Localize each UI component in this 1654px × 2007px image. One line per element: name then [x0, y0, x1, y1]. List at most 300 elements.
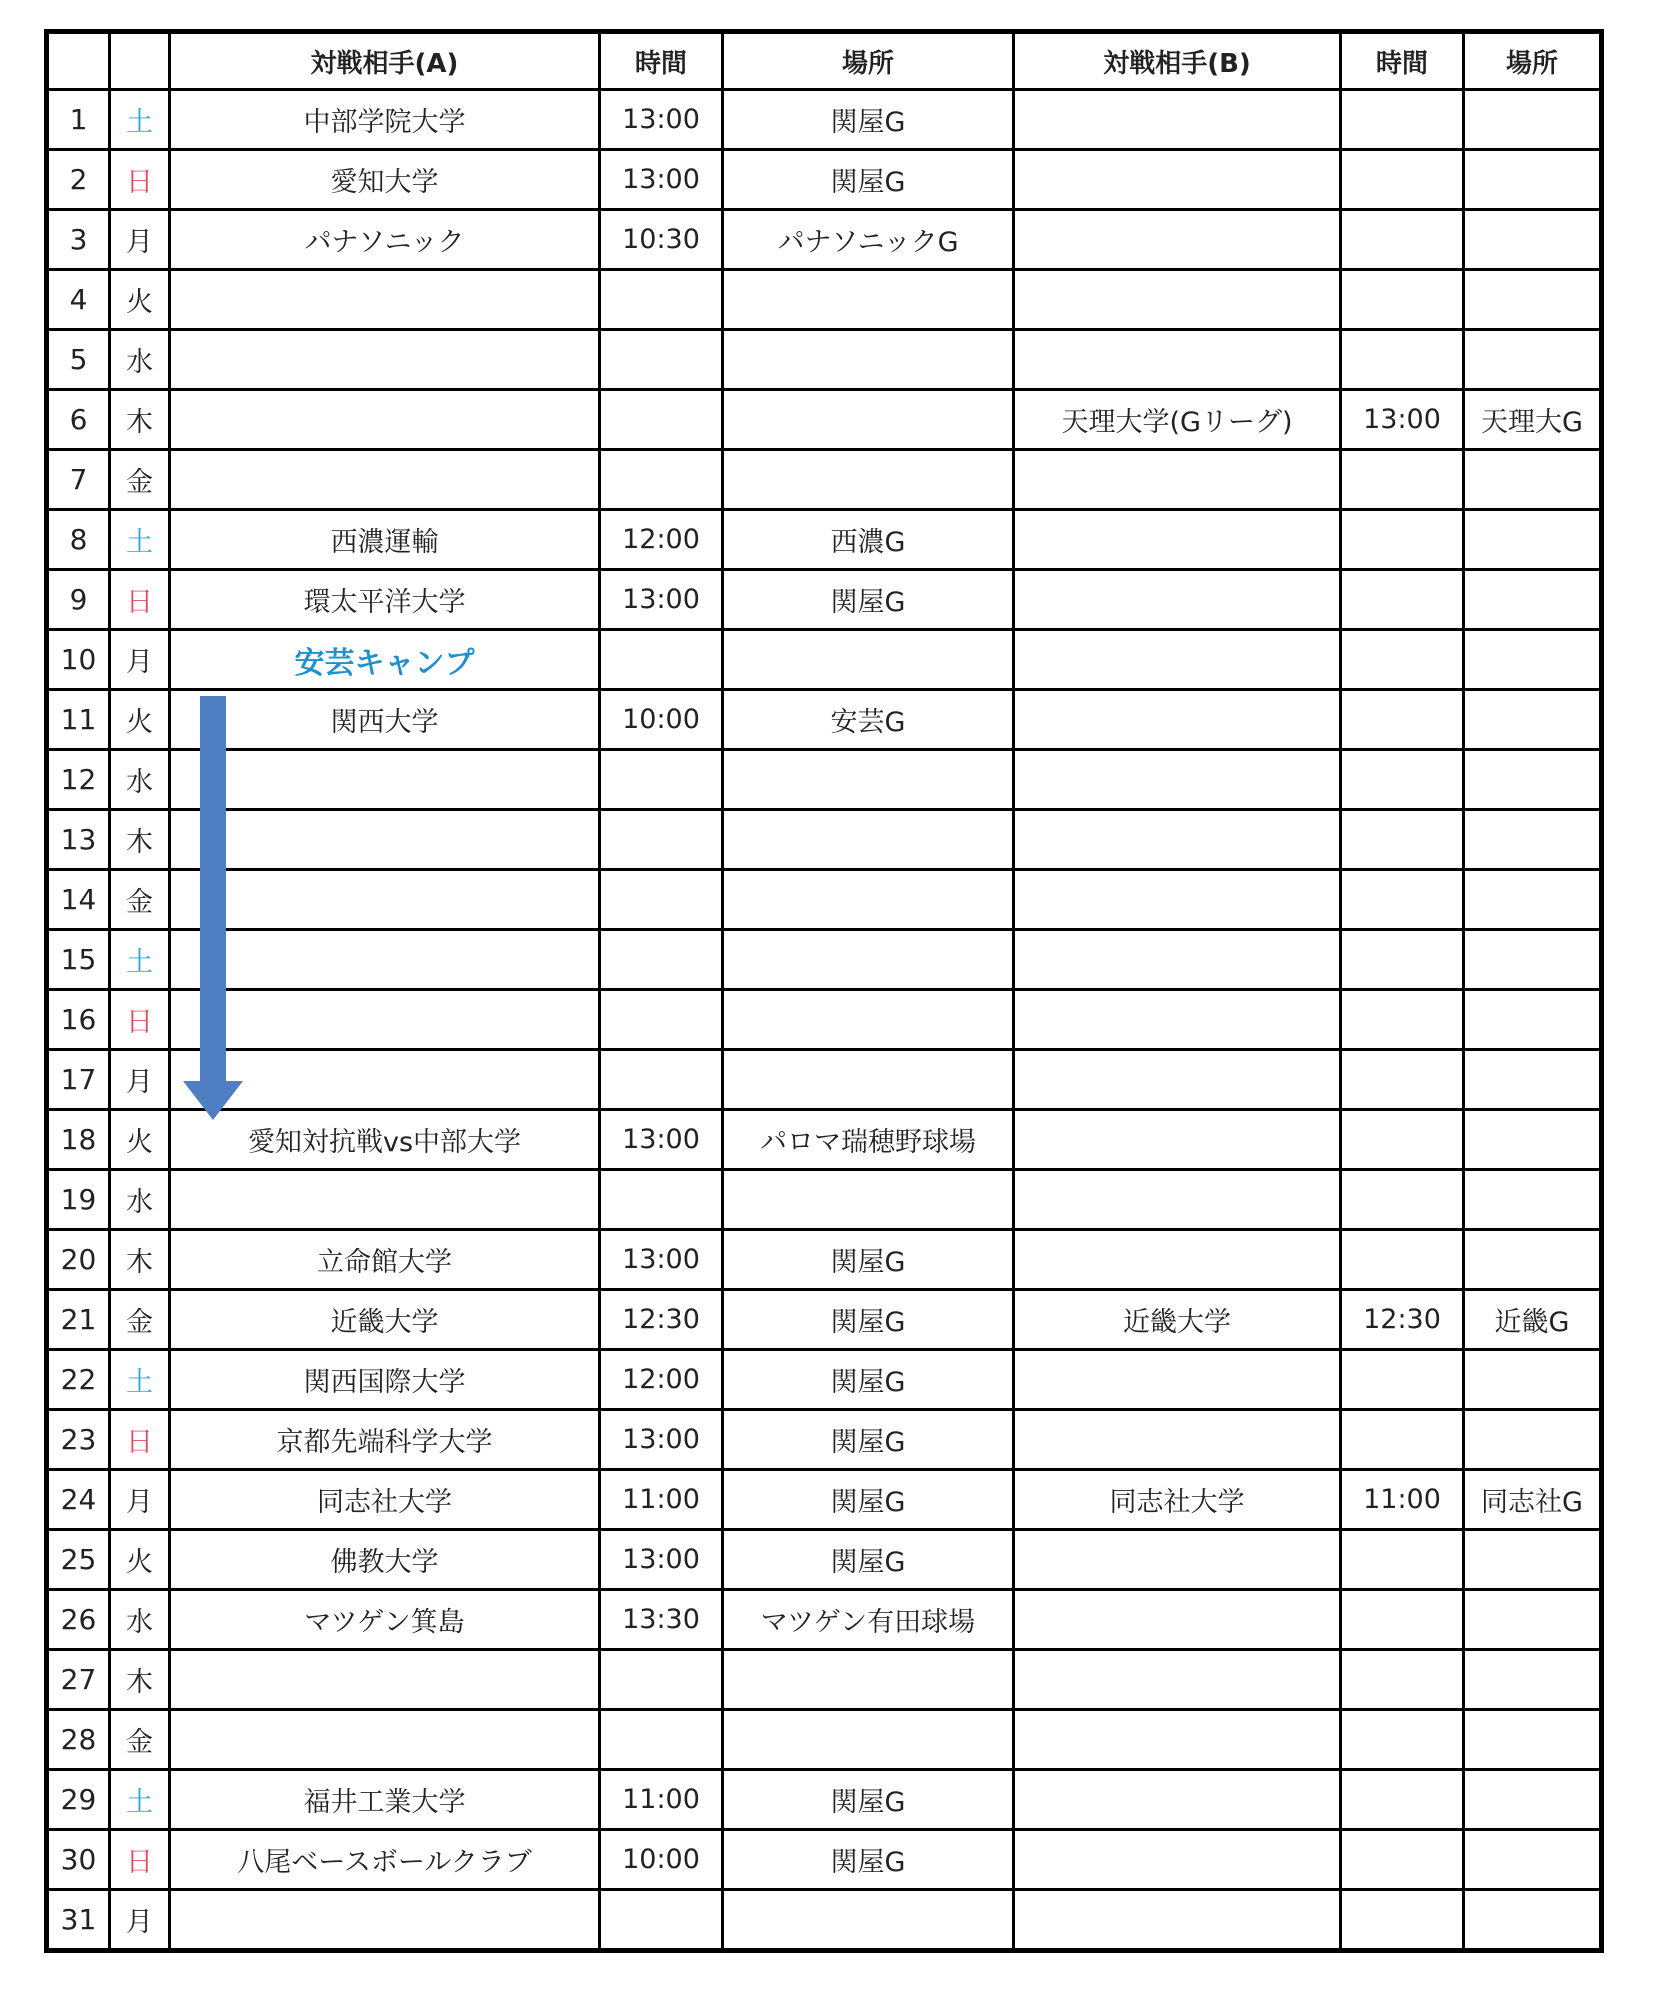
table-row	[47, 990, 1602, 1050]
table-row	[47, 1170, 1602, 1230]
day-number: 4	[69, 283, 88, 316]
opponent-b-cell	[1014, 810, 1341, 870]
table-row	[47, 1710, 1602, 1770]
table-row	[47, 810, 1602, 870]
day-number-cell	[47, 90, 110, 150]
weekday: 木	[126, 1247, 153, 1278]
place-b-cell	[1464, 1410, 1602, 1470]
time-b-cell	[1341, 990, 1464, 1050]
opponent-a: 西濃運輸	[330, 527, 439, 558]
place-b-cell	[1464, 1710, 1602, 1770]
place-a-cell	[723, 870, 1014, 930]
time-b-cell	[1341, 1890, 1464, 1951]
time-a: 12:30	[622, 1304, 700, 1335]
day-number-cell	[47, 270, 110, 330]
day-number: 5	[69, 343, 88, 376]
time-b-cell	[1341, 210, 1464, 270]
table-row	[47, 690, 1602, 750]
weekday: 月	[126, 227, 153, 258]
time-a: 11:00	[622, 1484, 700, 1515]
day-number-cell	[47, 1710, 110, 1770]
header-time-a: 時間	[600, 32, 723, 90]
opponent-a: 愛知大学	[330, 167, 439, 198]
opponent-b-cell	[1014, 1650, 1341, 1710]
opponent-a-cell	[170, 1890, 600, 1951]
weekday: 木	[126, 1667, 153, 1698]
day-number: 25	[60, 1543, 97, 1576]
day-number-cell	[47, 390, 110, 450]
day-number: 22	[60, 1363, 97, 1396]
place-b-cell	[1464, 1170, 1602, 1230]
time-b-cell	[1341, 1410, 1464, 1470]
weekday-cell	[110, 1410, 170, 1470]
time-a: 13:00	[622, 1544, 700, 1575]
day-number-cell	[47, 1170, 110, 1230]
place-b: 同志社G	[1481, 1487, 1583, 1518]
weekday: 木	[126, 407, 153, 438]
opponent-b-cell	[1014, 1350, 1341, 1410]
place-b-cell	[1464, 1110, 1602, 1170]
opponent-a-cell	[170, 1290, 600, 1350]
weekday-cell	[110, 1830, 170, 1890]
weekday-cell	[110, 1170, 170, 1230]
time-a: 13:00	[622, 104, 700, 135]
place-a: 関屋G	[830, 1847, 906, 1878]
weekday-cell	[110, 1530, 170, 1590]
weekday: 土	[126, 107, 153, 138]
place-a-cell	[723, 1710, 1014, 1770]
place-a-cell	[723, 510, 1014, 570]
day-number-cell	[47, 1290, 110, 1350]
time-a: 12:00	[622, 524, 700, 555]
opponent-a-cell	[170, 1170, 600, 1230]
time-b-cell	[1341, 1290, 1464, 1350]
weekday: 水	[126, 1607, 153, 1638]
day-number-cell	[47, 1590, 110, 1650]
place-b-cell	[1464, 150, 1602, 210]
weekday: 日	[126, 587, 153, 618]
time-b-cell	[1341, 1590, 1464, 1650]
place-a-cell	[723, 990, 1014, 1050]
weekday-cell	[110, 1290, 170, 1350]
opponent-a: 愛知対抗戦vs中部大学	[247, 1127, 522, 1158]
weekday: 月	[126, 1907, 153, 1938]
opponent-a: 佛教大学	[330, 1547, 439, 1578]
opponent-a-cell	[170, 1770, 600, 1830]
weekday: 月	[126, 647, 153, 678]
weekday-cell	[110, 330, 170, 390]
time-a-cell	[600, 510, 723, 570]
place-a: マツゲン有田球場	[760, 1607, 976, 1638]
table-row	[47, 450, 1602, 510]
table-row	[47, 210, 1602, 270]
place-b-cell	[1464, 210, 1602, 270]
place-a-cell	[723, 1230, 1014, 1290]
weekday: 日	[126, 1007, 153, 1038]
place-a-cell	[723, 1170, 1014, 1230]
opponent-a-cell	[170, 1530, 600, 1590]
opponent-b-cell	[1014, 630, 1341, 690]
day-number: 31	[60, 1903, 97, 1936]
time-a: 13:30	[622, 1604, 700, 1635]
opponent-b-cell	[1014, 570, 1341, 630]
table-row	[47, 1470, 1602, 1530]
time-b-cell	[1341, 90, 1464, 150]
header-weekday	[110, 32, 170, 90]
weekday: 土	[126, 1367, 153, 1398]
day-number: 2	[69, 163, 88, 196]
time-a-cell	[600, 750, 723, 810]
day-number-cell	[47, 1470, 110, 1530]
place-b-cell	[1464, 810, 1602, 870]
place-b-cell	[1464, 510, 1602, 570]
place-a-cell	[723, 330, 1014, 390]
place-a-cell	[723, 1050, 1014, 1110]
place-b-cell	[1464, 1590, 1602, 1650]
day-number: 1	[69, 103, 88, 136]
place-b-cell	[1464, 1530, 1602, 1590]
table-row	[47, 930, 1602, 990]
opponent-a-cell	[170, 1350, 600, 1410]
opponent-a: 同志社大学	[317, 1487, 452, 1518]
place-b: 近畿G	[1494, 1307, 1570, 1338]
weekday-cell	[110, 1590, 170, 1650]
table-row	[47, 750, 1602, 810]
day-number: 28	[60, 1723, 97, 1756]
weekday: 火	[126, 1127, 153, 1158]
time-a-cell	[600, 990, 723, 1050]
opponent-a-cell	[170, 450, 600, 510]
weekday-cell	[110, 390, 170, 450]
opponent-a-cell	[170, 1470, 600, 1530]
opponent-b: 近畿大学	[1123, 1307, 1231, 1338]
opponent-b-cell	[1014, 930, 1341, 990]
time-b-cell	[1341, 450, 1464, 510]
place-b-cell	[1464, 1230, 1602, 1290]
day-number-cell	[47, 990, 110, 1050]
time-b-cell	[1341, 1470, 1464, 1530]
table-row	[47, 1410, 1602, 1470]
place-a-cell	[723, 270, 1014, 330]
time-b-cell	[1341, 1230, 1464, 1290]
time-a-cell	[600, 270, 723, 330]
place-a-cell	[723, 930, 1014, 990]
weekday: 金	[126, 1307, 153, 1338]
weekday-cell	[110, 1350, 170, 1410]
place-b-cell	[1464, 1890, 1602, 1951]
day-number: 14	[60, 883, 97, 916]
place-b-cell	[1464, 1470, 1602, 1530]
time-a-cell	[600, 870, 723, 930]
table-row	[47, 1230, 1602, 1290]
opponent-a-cell	[170, 330, 600, 390]
place-a-cell	[723, 1830, 1014, 1890]
opponent-a: 立命館大学	[317, 1247, 452, 1278]
day-number-cell	[47, 210, 110, 270]
weekday: 金	[126, 467, 153, 498]
day-number-cell	[47, 1410, 110, 1470]
place-a-cell	[723, 1770, 1014, 1830]
weekday: 木	[126, 827, 153, 858]
opponent-a: 京都先端科学大学	[276, 1427, 493, 1458]
weekday-cell	[110, 810, 170, 870]
opponent-a: パナソニック	[304, 227, 465, 258]
day-number-cell	[47, 810, 110, 870]
time-a-cell	[600, 1110, 723, 1170]
header-time-b: 時間	[1341, 32, 1464, 90]
place-b-cell	[1464, 1770, 1602, 1830]
place-a-cell	[723, 1350, 1014, 1410]
table-row	[47, 570, 1602, 630]
time-a-cell	[600, 1470, 723, 1530]
opponent-a: マツゲン箕島	[304, 1607, 465, 1638]
time-a-cell	[600, 90, 723, 150]
place-a: 安芸G	[830, 707, 906, 738]
day-number-cell	[47, 630, 110, 690]
place-b-cell	[1464, 870, 1602, 930]
opponent-b-cell	[1014, 1050, 1341, 1110]
time-b-cell	[1341, 810, 1464, 870]
table-row	[47, 1110, 1602, 1170]
place-a-cell	[723, 570, 1014, 630]
place-b-cell	[1464, 1650, 1602, 1710]
opponent-b: 天理大学(Gリーグ)	[1061, 407, 1293, 438]
time-b-cell	[1341, 630, 1464, 690]
time-a-cell	[600, 1290, 723, 1350]
time-a-cell	[600, 210, 723, 270]
day-number-cell	[47, 1530, 110, 1590]
day-number-cell	[47, 1830, 110, 1890]
opponent-a: 中部学院大学	[303, 107, 466, 138]
place-b-cell	[1464, 990, 1602, 1050]
place-a-cell	[723, 150, 1014, 210]
place-a: 関屋G	[830, 1367, 906, 1398]
time-a-cell	[600, 1890, 723, 1951]
weekday: 日	[126, 1847, 153, 1878]
weekday: 金	[126, 1727, 153, 1758]
time-a-cell	[600, 1590, 723, 1650]
weekday-cell	[110, 1050, 170, 1110]
day-number-cell	[47, 570, 110, 630]
weekday: 日	[126, 1427, 153, 1458]
day-number: 20	[60, 1243, 97, 1276]
time-a: 13:00	[622, 164, 700, 195]
weekday: 火	[126, 707, 153, 738]
time-a: 11:00	[622, 1784, 700, 1815]
time-b-cell	[1341, 1710, 1464, 1770]
opponent-a-cell	[170, 510, 600, 570]
day-number-cell	[47, 510, 110, 570]
place-a-cell	[723, 1890, 1014, 1951]
weekday-cell	[110, 1110, 170, 1170]
place-a-cell	[723, 1590, 1014, 1650]
day-number: 9	[69, 583, 88, 616]
place-b-cell	[1464, 90, 1602, 150]
weekday-cell	[110, 1710, 170, 1770]
day-number-cell	[47, 150, 110, 210]
time-b-cell	[1341, 1530, 1464, 1590]
weekday-cell	[110, 1890, 170, 1951]
place-a: 関屋G	[830, 1247, 906, 1278]
weekday-cell	[110, 870, 170, 930]
day-number: 16	[60, 1003, 97, 1036]
time-a-cell	[600, 1770, 723, 1830]
time-a-cell	[600, 930, 723, 990]
opponent-b-cell	[1014, 1470, 1341, 1530]
place-a: 関屋G	[830, 1487, 906, 1518]
place-a: 関屋G	[830, 1547, 906, 1578]
table-row	[47, 1650, 1602, 1710]
opponent-b-cell	[1014, 1770, 1341, 1830]
camp-label: 安芸キャンプ	[294, 645, 475, 681]
place-b-cell	[1464, 1050, 1602, 1110]
time-b-cell	[1341, 1770, 1464, 1830]
place-a: 関屋G	[830, 587, 906, 618]
place-b-cell	[1464, 930, 1602, 990]
time-a-cell	[600, 1650, 723, 1710]
schedule-body	[47, 90, 1602, 1951]
opponent-a-cell	[170, 1230, 600, 1290]
opponent-b-cell	[1014, 1590, 1341, 1650]
header-day	[47, 32, 110, 90]
weekday-cell	[110, 570, 170, 630]
place-b-cell	[1464, 1290, 1602, 1350]
day-number: 11	[60, 703, 97, 736]
weekday: 火	[126, 287, 153, 318]
day-number: 27	[60, 1663, 97, 1696]
schedule-table	[44, 29, 1604, 1953]
day-number-cell	[47, 1650, 110, 1710]
opponent-b-cell	[1014, 510, 1341, 570]
place-b-cell	[1464, 630, 1602, 690]
weekday-cell	[110, 930, 170, 990]
table-row	[47, 90, 1602, 150]
day-number-cell	[47, 750, 110, 810]
place-a-cell	[723, 1410, 1014, 1470]
opponent-a-cell	[170, 570, 600, 630]
place-a-cell	[723, 630, 1014, 690]
day-number-cell	[47, 1110, 110, 1170]
table-row	[47, 1890, 1602, 1951]
time-b-cell	[1341, 750, 1464, 810]
weekday: 土	[126, 947, 153, 978]
opponent-b-cell	[1014, 210, 1341, 270]
header-place-b: 場所	[1464, 32, 1602, 90]
day-number: 7	[69, 463, 88, 496]
day-number: 23	[60, 1423, 97, 1456]
day-number: 8	[69, 523, 88, 556]
time-a-cell	[600, 810, 723, 870]
weekday: 月	[126, 1487, 153, 1518]
opponent-a: 八尾ベースボールクラブ	[237, 1847, 532, 1878]
day-number: 13	[60, 823, 97, 856]
opponent-b-cell	[1014, 150, 1341, 210]
time-a-cell	[600, 690, 723, 750]
opponent-b-cell	[1014, 1290, 1341, 1350]
weekday: 日	[126, 167, 153, 198]
table-row	[47, 330, 1602, 390]
table-row	[47, 1830, 1602, 1890]
place-a-cell	[723, 1290, 1014, 1350]
table-row	[47, 630, 1602, 690]
opponent-b-cell	[1014, 990, 1341, 1050]
weekday: 金	[126, 887, 153, 918]
opponent-b-cell	[1014, 750, 1341, 810]
place-b-cell	[1464, 330, 1602, 390]
weekday-cell	[110, 990, 170, 1050]
place-b-cell	[1464, 690, 1602, 750]
opponent-a-cell	[170, 1830, 600, 1890]
day-number-cell	[47, 1230, 110, 1290]
place-b-cell	[1464, 270, 1602, 330]
weekday-cell	[110, 510, 170, 570]
opponent-b-cell	[1014, 1530, 1341, 1590]
weekday: 土	[126, 1787, 153, 1818]
time-a-cell	[600, 1830, 723, 1890]
day-number-cell	[47, 1050, 110, 1110]
opponent-a-cell	[170, 630, 600, 690]
weekday: 土	[126, 527, 153, 558]
place-a: 関屋G	[830, 167, 906, 198]
time-a-cell	[600, 1710, 723, 1770]
time-a: 13:00	[622, 1424, 700, 1455]
weekday-cell	[110, 90, 170, 150]
opponent-b-cell	[1014, 270, 1341, 330]
table-row	[47, 1530, 1602, 1590]
table-row	[47, 1290, 1602, 1350]
time-b-cell	[1341, 930, 1464, 990]
time-b: 12:30	[1363, 1304, 1441, 1335]
opponent-a-cell	[170, 1410, 600, 1470]
day-number: 6	[69, 403, 88, 436]
time-a-cell	[600, 450, 723, 510]
time-a: 13:00	[622, 584, 700, 615]
time-b-cell	[1341, 1110, 1464, 1170]
opponent-b-cell	[1014, 450, 1341, 510]
opponent-b: 同志社大学	[1109, 1487, 1245, 1518]
day-number: 3	[69, 223, 88, 256]
table-row	[47, 1050, 1602, 1110]
time-a: 10:00	[622, 704, 700, 735]
table-row	[47, 1770, 1602, 1830]
header-row	[47, 32, 1602, 90]
weekday-cell	[110, 690, 170, 750]
table-row	[47, 390, 1602, 450]
weekday-cell	[110, 630, 170, 690]
weekday-cell	[110, 1470, 170, 1530]
opponent-a-cell	[170, 1710, 600, 1770]
place-a: 関屋G	[830, 107, 906, 138]
time-a-cell	[600, 1410, 723, 1470]
day-number-cell	[47, 1770, 110, 1830]
place-b: 天理大G	[1481, 407, 1583, 438]
day-number: 30	[60, 1843, 97, 1876]
time-a-cell	[600, 150, 723, 210]
place-a: パロマ瑞穂野球場	[760, 1127, 976, 1158]
time-b-cell	[1341, 330, 1464, 390]
place-a-cell	[723, 1530, 1014, 1590]
place-b-cell	[1464, 1350, 1602, 1410]
header-opponent-b: 対戦相手(B)	[1014, 32, 1341, 90]
down-arrow-icon	[183, 696, 243, 1120]
place-b-cell	[1464, 390, 1602, 450]
opponent-b-cell	[1014, 1410, 1341, 1470]
opponent-a: 福井工業大学	[303, 1787, 466, 1818]
time-a-cell	[600, 1050, 723, 1110]
day-number: 17	[60, 1063, 97, 1096]
time-b-cell	[1341, 1050, 1464, 1110]
weekday: 月	[126, 1067, 153, 1098]
